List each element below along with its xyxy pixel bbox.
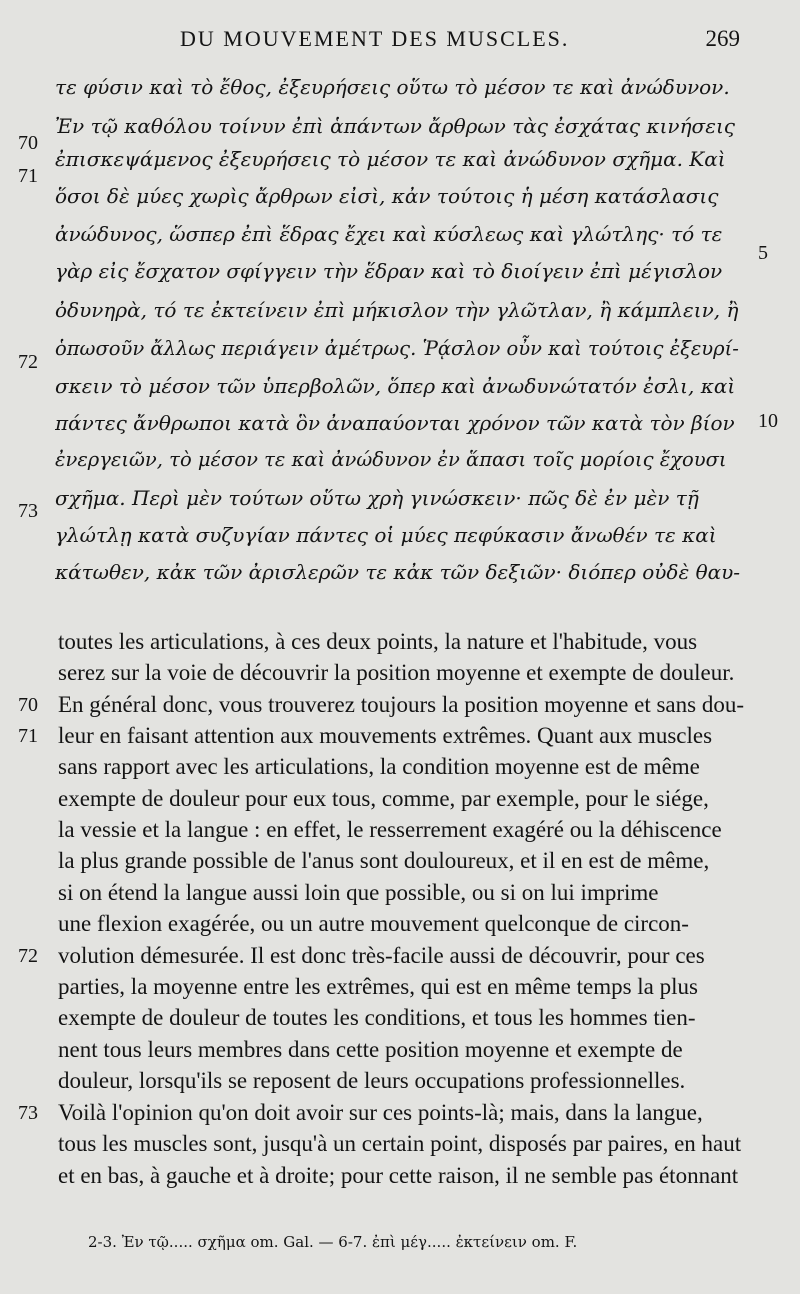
french-line: une flexion exagérée, ou un autre mouvement quelconque de circon- — [58, 911, 689, 936]
section-number: 71 — [18, 725, 38, 747]
section-number: 70 — [18, 694, 38, 716]
french-line: leur en faisant attention aux mouvements extrêmes. Quant aux muscles — [58, 723, 713, 748]
french-line: Voilà l'opinion qu'on doit avoir sur ces points-là; mais, dans la langue, — [58, 1100, 703, 1125]
section-number: 72 — [18, 945, 38, 967]
french-line: la plus grande possible de l'anus sont douloureux, et il en est de même, — [58, 848, 710, 873]
footnote: 2-3. Ἐν τῷ..... σχῆμα om. Gal. — 6-7. ἐπὶ μέγ..... ἐκτείνειν om. F. — [88, 1233, 578, 1251]
french-line: tous les muscles sont, jusqu'à un certain point, disposés par paires, en haut — [58, 1131, 742, 1156]
greek-line: σκειν τὸ μέσον τῶν ὑπερβολῶν, ὅπερ καὶ ἀνωδυνώτατόν ἐσλι, καὶ — [55, 374, 736, 398]
greek-line: ἀνώδυνος, ὥσπερ ἐπὶ ἕδρας ἔχει καὶ κύσλεως καὶ γλώτλης· τό τε — [55, 222, 723, 246]
greek-line: ὅσοι δὲ μύες χωρὶς ἄρθρων εἰσὶ, κἀν τούτοις ἡ μέση κατάσλασις — [55, 184, 719, 208]
line-number: 5 — [758, 242, 768, 264]
section-number: 70 — [18, 132, 38, 154]
greek-line: ἐπισκεψάμενος ἐξευρήσεις τὸ μέσον τε καὶ ἀνώδυνον σχῆμα. Καὶ — [55, 147, 726, 171]
section-number: 73 — [18, 1102, 38, 1124]
french-line: et en bas, à gauche et à droite; pour cette raison, il ne semble pas étonnant — [58, 1163, 739, 1188]
page-number: 269 — [705, 26, 740, 51]
greek-line: κάτωθεν, κἀκ τῶν ἀρισλερῶν τε κἀκ τῶν δεξιῶν· διόπερ οὐδὲ θαυ- — [55, 560, 740, 584]
greek-line: πάντες ἄνθρωποι κατὰ ὃν ἀναπαύονται χρόνον τῶν κατὰ τὸν βίον — [55, 411, 735, 435]
french-line: serez sur la voie de découvrir la position moyenne et exempte de douleur. — [58, 660, 735, 685]
line-number: 10 — [758, 410, 778, 432]
greek-line: γὰρ εἰς ἔσχατον σφίγγειν τὴν ἕδραν καὶ τὸ διοίγειν ἐπὶ μέγισλον — [55, 259, 723, 283]
french-line: volution démesurée. Il est donc très-facile aussi de découvrir, pour ces — [58, 943, 705, 968]
french-line: si on étend la langue aussi loin que possible, ou si on lui imprime — [58, 880, 659, 905]
section-number: 71 — [18, 165, 38, 187]
running-title: DU MOUVEMENT DES MUSCLES. — [180, 26, 570, 51]
french-line: la vessie et la langue : en effet, le resserrement exagéré ou la déhiscence — [58, 817, 722, 842]
greek-line: σχῆμα. Περὶ μὲν τούτων οὕτω χρὴ γινώσκειν· πῶς δὲ ἐν μὲν τῇ — [55, 486, 699, 510]
greek-line: ὁπωσοῦν ἄλλως περιάγειν ἀμέτρως. Ῥᾴσλον οὖν καὶ τούτοις ἐξευρί- — [55, 337, 739, 360]
greek-line: τε φύσιν καὶ τὸ ἔθος, ἐξευρήσεις οὕτω τὸ μέσον τε καὶ ἀνώδυνον. — [55, 75, 730, 99]
french-line: exempte de douleur pour eux tous, comme, par exemple, pour le siége, — [58, 786, 709, 811]
french-line: douleur, lorsqu'ils se reposent de leurs occupations professionnelles. — [58, 1068, 686, 1093]
page-header — [180, 22, 740, 56]
greek-line: ἐνεργειῶν, τὸ μέσον τε καὶ ἀνώδυνον ἐν ἅπασι τοῖς μορίοις ἔχουσι — [55, 448, 727, 471]
section-number: 73 — [18, 500, 38, 522]
greek-line: γλώτλῃ κατὰ συζυγίαν πάντες οἱ μύες πεφύκασιν ἄνωθέν τε καὶ — [55, 523, 717, 547]
french-line: exempte de douleur de toutes les conditions, et tous les hommes tien- — [58, 1005, 696, 1030]
greek-line: Ἐν τῷ καθόλου τοίνυν ἐπὶ ἁπάντων ἄρθρων τὰς ἐσχάτας κινήσεις — [55, 114, 735, 138]
greek-line: ὀδυνηρὰ, τό τε ἐκτείνειν ἐπὶ μήκισλον τὴν γλῶτλαν, ἢ κάμπλειν, ἢ — [55, 298, 739, 322]
french-line: toutes les articulations, à ces deux points, la nature et l'habitude, vous — [58, 629, 698, 654]
french-line: sans rapport avec les articulations, la condition moyenne est de même — [58, 754, 700, 779]
french-line: parties, la moyenne entre les extrêmes, qui est en même temps la plus — [58, 974, 698, 999]
section-number: 72 — [18, 351, 38, 373]
french-line: En général donc, vous trouverez toujours la position moyenne et sans dou- — [58, 692, 745, 717]
french-line: nent tous leurs membres dans cette position moyenne et exempte de — [58, 1037, 683, 1062]
